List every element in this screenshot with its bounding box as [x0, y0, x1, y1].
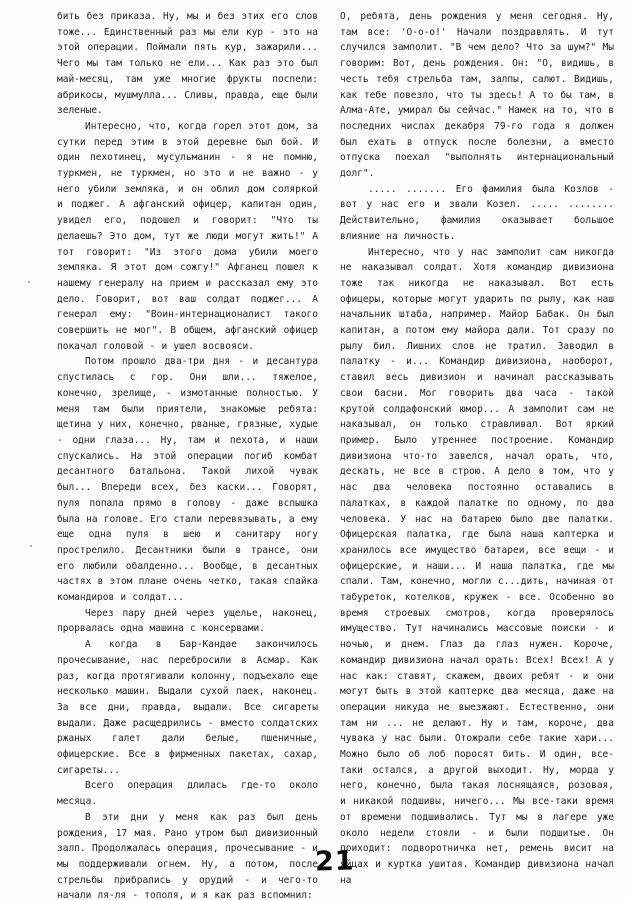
paragraph: ..... ....... Его фамилия была Козлов - вот у нас его и звали Козел. ..... ........ Действительно, фамилия оказывает большое влияние на личность. [340, 183, 614, 242]
right-text-column [340, 9, 614, 888]
paragraph: Интересно, что у нас замполит сам никогда не наказывал солдат. Хотя командир дивизиона тоже так никогда не наказывал. Вот есть офицеры, которые могут ударить по рылу, как наш начальник штаба, например. Майор Бабак. Он был капитан, а потом ему майора дали. Тот сразу по рылу бил. Лишних слов не тратил. Заводил в палатку - и... Командир дивизиона, наоборот, ставил весь дивизион и начинал рассказывать свои басни. Мог говорить два часа - такой крутой солдафонский юмор... А замполит сам не наказывал, он только стравливал. Вот яркий пример. Было утреннее построение. Командир дивизиона что-то завелся, начал орать, что, дескать, не все в строю. А дело в том, что у нас два человека постоянно оставались в палатках, в каждой палатке по одному, по два человека. У нас на батарею было две палатки. Офицерская палатка, где была наша каптерка и хранилось все имущество батареи, все вещи - и офицерские, и наши... И наша палатка, где мы спали. Там, конечно, могли с...дить, начиная от табуреток, котелков, кружек - все. Особенно во время строевых смотров, когда проверялось имущество. Тут начинались массовые поиски - и ночью, и днем. Глаз да глаз нужен. Короче, командир дивизиона начал орать: Всех! Всех! А у нас как: ставят, скажем, двоих ребят - и они могут быть в этой каптерке два месяца, даже на операции никуда не выезжают. Естественно, они там ни ... не делают. Ну и там, короче, два чувака у нас были. Отожрали себе такие хари... Можно было об лоб поросят бить. И один, все-таки остался, а другой выходит. Ну, морда у него, конечно, была такая лоснящаяся, розовая, и никакой подшивы, ничего... Мы все-таки время от времени подшивались. Тут мы в лагере уже около недели стояли - и были подшитые. Он приходит: подворотничка нет, ремень висит на яйцах и куртка ушитая. Командир дивизиона начал на [340, 246, 614, 886]
paragraph: Интересно, что, когда горел этот дом, за сутки перед этим в этой деревне был бой. И один пехотинец, мусульманин - я не помню, туркмен, не туркмен, но это и не важно - у него убили земляка, и он облил дом соляркой и поджег. А афганский офицер, капитан один, увидел его, подошел и говорит: "Что ты делаешь? Это дом, тут же люди могут жить!" А тот говорит: "Из этого дома убили моего земляка. Я этот дом сожгу!" Афганец пошел к нашему генералу на прием и рассказал ему это дело. Говорит, вот ваш солдат поджег... А генерал ему: "Воин-интернационалист такого совершить не мог". В общем, афганский офицер покачал головой - и ушел восвояси. [57, 120, 318, 352]
paragraph: Потом прошло два-три дня - и десантура спустилась с гор. Они шли... тяжелое, конечно, зрелище, - измотанные полностью. У меня там были приятели, знакомые ребята: щетина у них, конечно, рваные, грязные, худые - одни глаза... Ну, там и пехота, и наши спускались. На этой операции погиб комбат десантного батальона. Такой лихой чувак был... Впереди всех, без каски... Говорят, пуля попала прямо в голову - даже вспышка была на голове. Его стали перевязывать, а ему еще одна пуля в шею и санитару ногу прострелило. Десантники были в трансе, они его любили обалденно... Вообще, в десантных частях в этом плане очень четко, такая спайка командиров и солдат... [57, 356, 318, 604]
scan-speck [30, 545, 32, 547]
paragraph: Через пару дней через ущелье, наконец, прорвалась одна машина с консервами. [57, 607, 318, 635]
paragraph: бить без приказа. Ну, мы и без этих его слов тоже... Единственный раз мы ели кур - это на этой операции. Поймали пять кур, зажарили... Чего мы там только не ели... Как раз это был май-месяц, там уже многие фрукты поспели: абрикосы, мушмулла... Сливы, правда, еще были зеленые. [57, 11, 318, 117]
left-text-column [57, 9, 318, 900]
paragraph: А когда в Бар-Кандае закончилось прочесывание, нас перебросили в Асмар. Как раз, когда протягивали колонну, подъехало еще несколько машин. Выдали сухой паек, наконец. За все дни, правда, выдали. Все сигареты выдали. Даже расщедрились - вместо солдатских ржаных галет дали белые, пшеничные, офицерские. Все в фирменных пакетах, сахар, сигареты... [57, 639, 318, 776]
paragraph: Всего операция длилась где-то около месяца. [57, 780, 318, 808]
page-number: 21 [314, 845, 355, 878]
scan-speck [28, 281, 30, 283]
paragraph: О, ребята, день рождения у меня сегодня. Ну, там все: 'О-о-о!' Начали поздравлять. И тут случился замполит. "В чем дело? Что за шум?" Мы говорим: Вот, день рождения. Он: "О, видишь, в честь тебя стрельба там, залпы, салют. Видишь, как тебе повезло, что ты здесь! А то бы там, в Алма-Ате, умирал бы сейчас." Намек на то, что в последних числах декабря 79-го года я должен был ехать в отпуск после болезни, а вместо отпуска поехал "выполнять интернациональный долг". [340, 11, 614, 180]
paragraph: В эти дни у меня как раз был день рождения, 17 мая. Рано утром был дивизионный залп. Продолжалась операция, прочесывание - и мы поддерживали огнем. Ну, а потом, после стрельбы прибрались у орудий - и чего-то начали ля-ля - тополя, и я как раз вспомнил: [57, 811, 318, 900]
